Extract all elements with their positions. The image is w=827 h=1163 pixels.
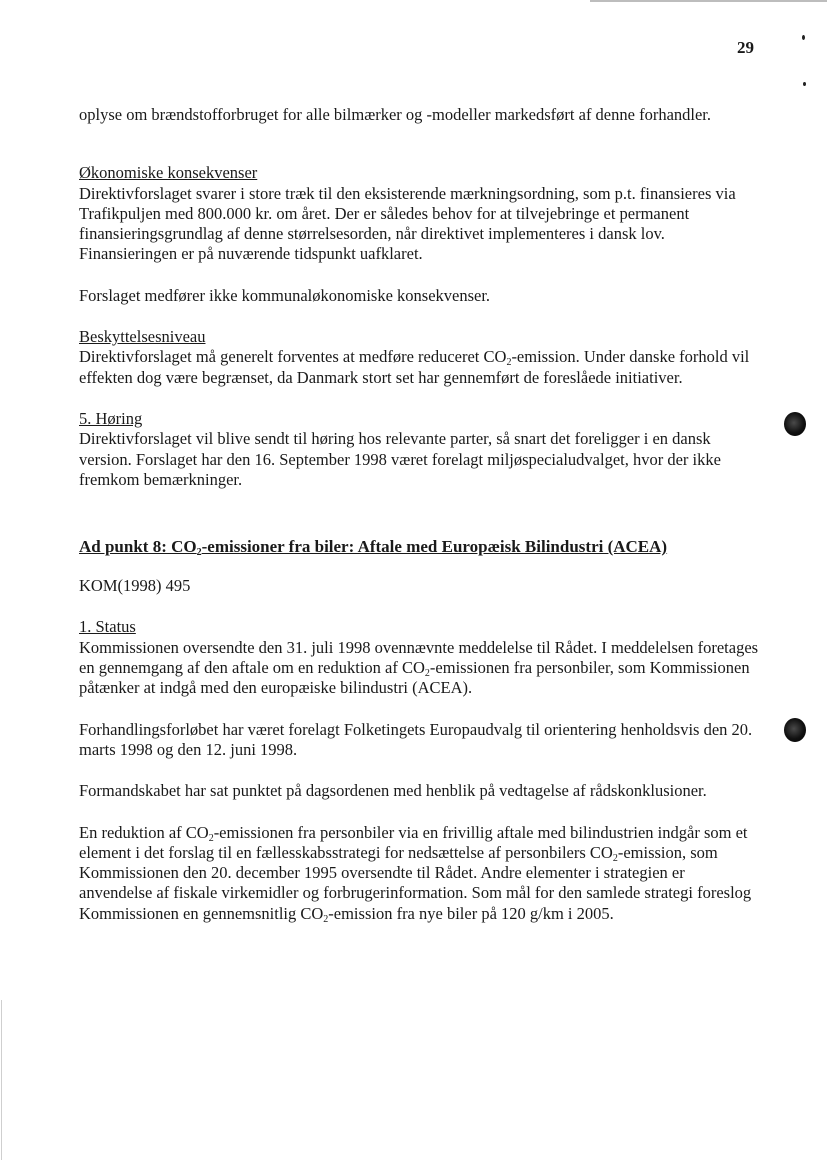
text-run: Direktivforslaget må generelt forventes at medføre reduceret CO (79, 347, 507, 367)
negotiation-paragraph: Forhandlingsforløbet har været forelagt Folketingets Europaudvalg til orientering henholdsvis den 20. marts 1998 og den 12. juni 1998. (79, 719, 753, 759)
scan-speck (803, 82, 806, 86)
text-run: -emission, som Kommissionen den 20. december 1995 oversendte til Rådet. Andre elementer i strategien er anvendelse af fiskale virkemidler og forbrugerinformation. Som mål for den samlede strategi foreslog Kommissionen en gennemsnitlig CO (79, 842, 752, 923)
subscript: 2 (196, 547, 202, 559)
text-run: Kommissionen oversendte den 31. juli 1998 ovennævnte meddelelse til Rådet. I meddelelsen foretages en gennemgang af den aftale om en reduktion af CO (79, 637, 759, 678)
municipal-paragraph: Forslaget medfører ikke kommunaløkonomiske konsekvenser. (79, 285, 491, 305)
intro-paragraph: oplyse om brændstofforbruget for alle bilmærker og -modeller markedsført af denne forhandler. (79, 105, 712, 124)
section-heading-hearing: 5. Høring (79, 408, 143, 428)
section-heading-status: 1. Status (79, 617, 136, 637)
text-run: -emissionen fra personbiler via en frivillig aftale med bilindustrien indgår som et element i det forslag til en fællesskabsstrategi for nedsættelse af personbilers CO (79, 822, 748, 862)
presidency-paragraph: Formandskabet har sat punktet på dagsordenen med henblik på vedtagelse af rådskonklusioner. (79, 781, 707, 801)
punch-hole-mark (784, 412, 806, 436)
protection-paragraph (79, 347, 759, 388)
subscript: 2 (323, 913, 329, 925)
economic-section (79, 163, 759, 264)
economic-paragraph: Direktivforslaget svarer i store træk til den eksisterende mærkningsordning, som p.t. finansieres via Trafikpuljen med 800.000 kr. om året. Der er således behov for at tilvejebringe et permanent finansieringsgrundlag af denne størrelsesorden, når direktivet implementeres i dansk lov. Finansieringen er på nuværende tidspunkt uafklaret. (79, 183, 736, 264)
hearing-paragraph: Direktivforslaget vil blive sendt til høring hos relevante parter, så snart det foreligger i en dansk version. Forslaget har den 16. September 1998 været forelagt miljøspecialudvalget, hvor der ikke fremkom bemærkninger. (79, 429, 721, 489)
document-reference: KOM(1998) 495 (79, 576, 191, 596)
status-section (79, 617, 759, 698)
hearing-section (79, 409, 759, 490)
punch-hole-mark (784, 718, 806, 742)
text-run: -emission fra nye biler på 120 g/km i 2005. (328, 903, 614, 923)
scan-edge-line (1, 1000, 2, 1160)
text-run: -emissionen fra personbiler, som Kommissionen påtænker at indgå med den europæiske bilindustri (ACEA). (79, 658, 750, 698)
agenda-item-heading (79, 536, 759, 557)
reduction-paragraph (79, 823, 759, 924)
subscript: 2 (208, 832, 214, 844)
text-run: -emission. Under danske forhold vil effekten dog være begrænset, da Danmark stort set har gennemført de foreslåede initiativer. (79, 347, 750, 387)
scan-edge-line (590, 0, 827, 2)
page-number: 29 (737, 38, 754, 57)
text-run: -emissioner fra biler: Aftale med Europæisk Bilindustri (ACEA) (201, 537, 668, 557)
document-body (79, 105, 759, 924)
status-paragraph (79, 638, 759, 699)
section-heading-economic: Økonomiske konsekvenser (79, 163, 258, 183)
scan-speck (802, 35, 805, 40)
text-run: Ad punkt 8: CO (79, 537, 197, 557)
subscript: 2 (424, 668, 430, 680)
protection-section (79, 327, 759, 388)
subscript: 2 (506, 357, 512, 369)
section-heading-protection: Beskyttelsesniveau (79, 327, 206, 347)
subscript: 2 (612, 852, 618, 864)
text-run: En reduktion af CO (79, 822, 209, 842)
